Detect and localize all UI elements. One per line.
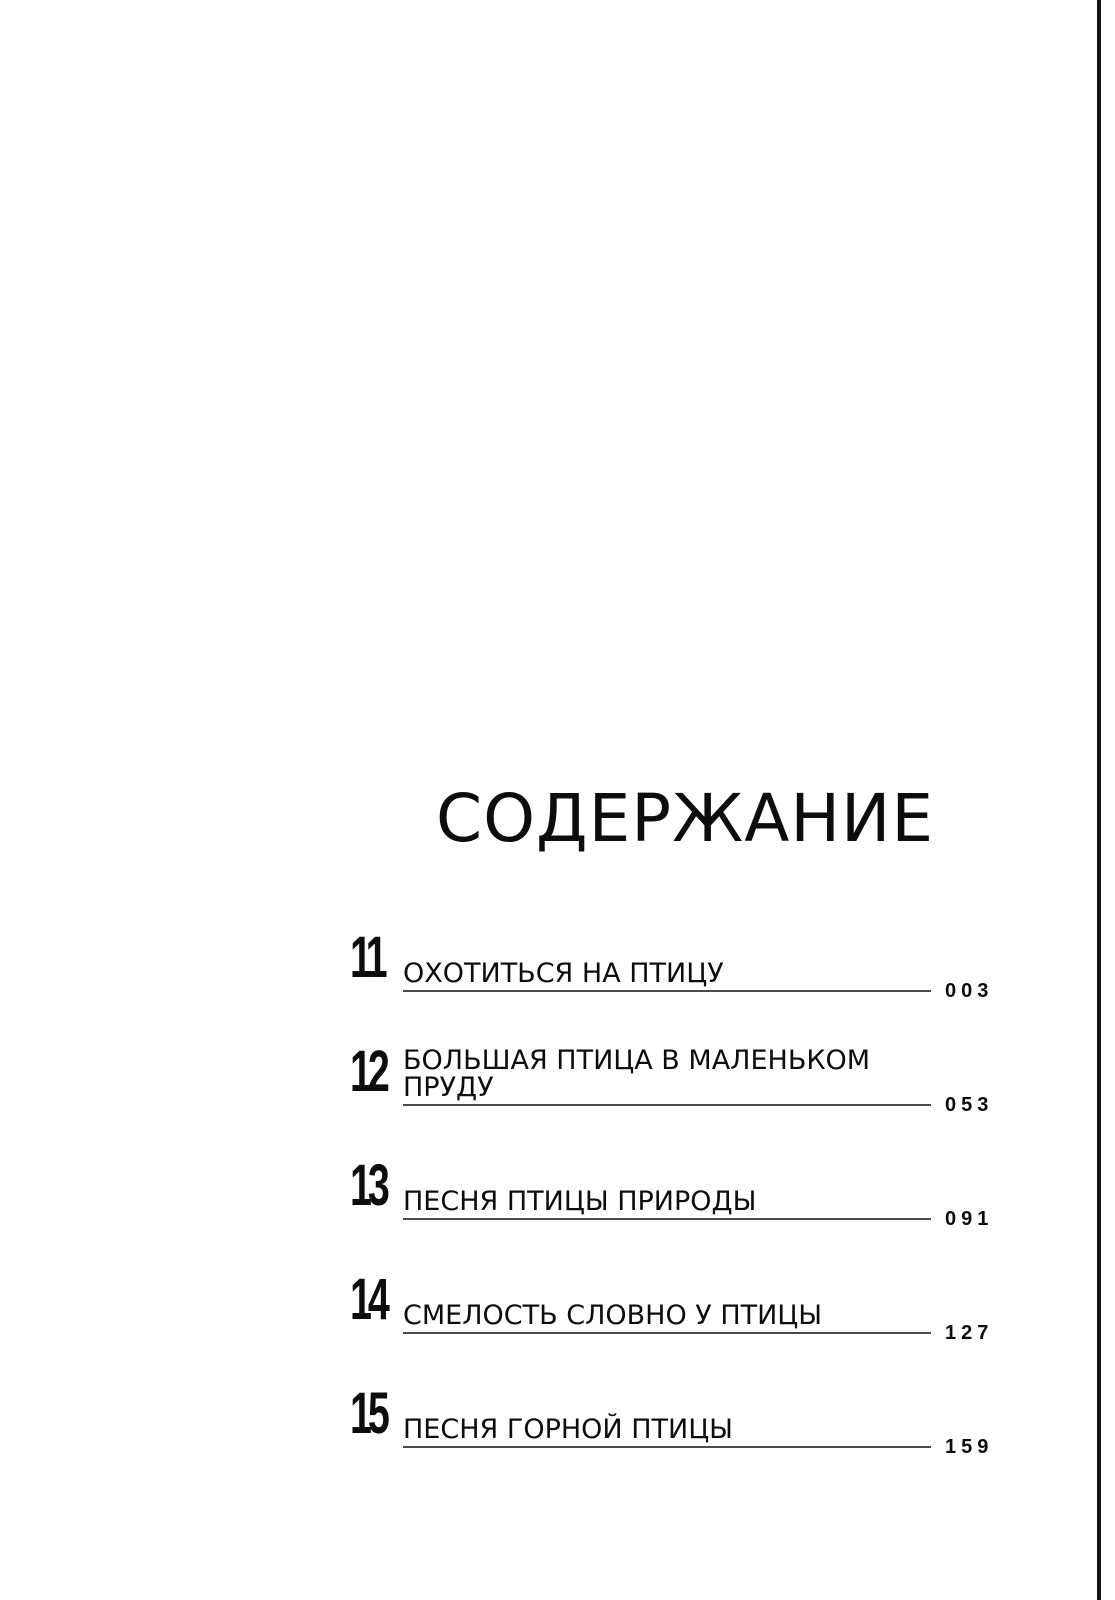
page-number: 159 [945, 1436, 994, 1458]
chapter-title: ПЕСНЯ ГОРНОЙ ПТИЦЫ [403, 1414, 733, 1445]
leader-line [403, 990, 931, 992]
leader-line [403, 1104, 931, 1106]
toc-entry-13[interactable] [350, 1143, 1000, 1230]
page-number: 127 [945, 1322, 994, 1344]
chapter-title: СМЕЛОСТЬ СЛОВНО У ПТИЦЫ [403, 1300, 823, 1331]
page-number: 003 [945, 980, 994, 1002]
chapter-number: 12 [350, 1039, 386, 1104]
chapter-number: 14 [350, 1267, 386, 1332]
chapter-number: 15 [350, 1381, 386, 1446]
toc-entry-11[interactable] [350, 915, 1000, 1002]
page-number: 053 [945, 1094, 994, 1116]
page-number: 091 [945, 1208, 994, 1230]
toc-entry-15[interactable] [350, 1371, 1000, 1458]
chapter-title: ОХОТИТЬСЯ НА ПТИЦУ [403, 958, 724, 989]
chapter-title: БОЛЬШАЯ ПТИЦА В МАЛЕНЬКОМ ПРУДУ [403, 1045, 871, 1103]
leader-line [403, 1332, 931, 1334]
page-edge-border [1097, 0, 1101, 1600]
toc-entry-14[interactable] [350, 1257, 1000, 1344]
toc-entry-12[interactable] [350, 1029, 1000, 1116]
chapter-title: ПЕСНЯ ПТИЦЫ ПРИРОДЫ [403, 1186, 757, 1217]
chapter-number: 13 [350, 1153, 386, 1218]
leader-line [403, 1446, 931, 1448]
leader-line [403, 1218, 931, 1220]
chapter-number: 11 [350, 925, 384, 990]
toc-title: СОДЕРЖАНИЕ [436, 780, 935, 858]
